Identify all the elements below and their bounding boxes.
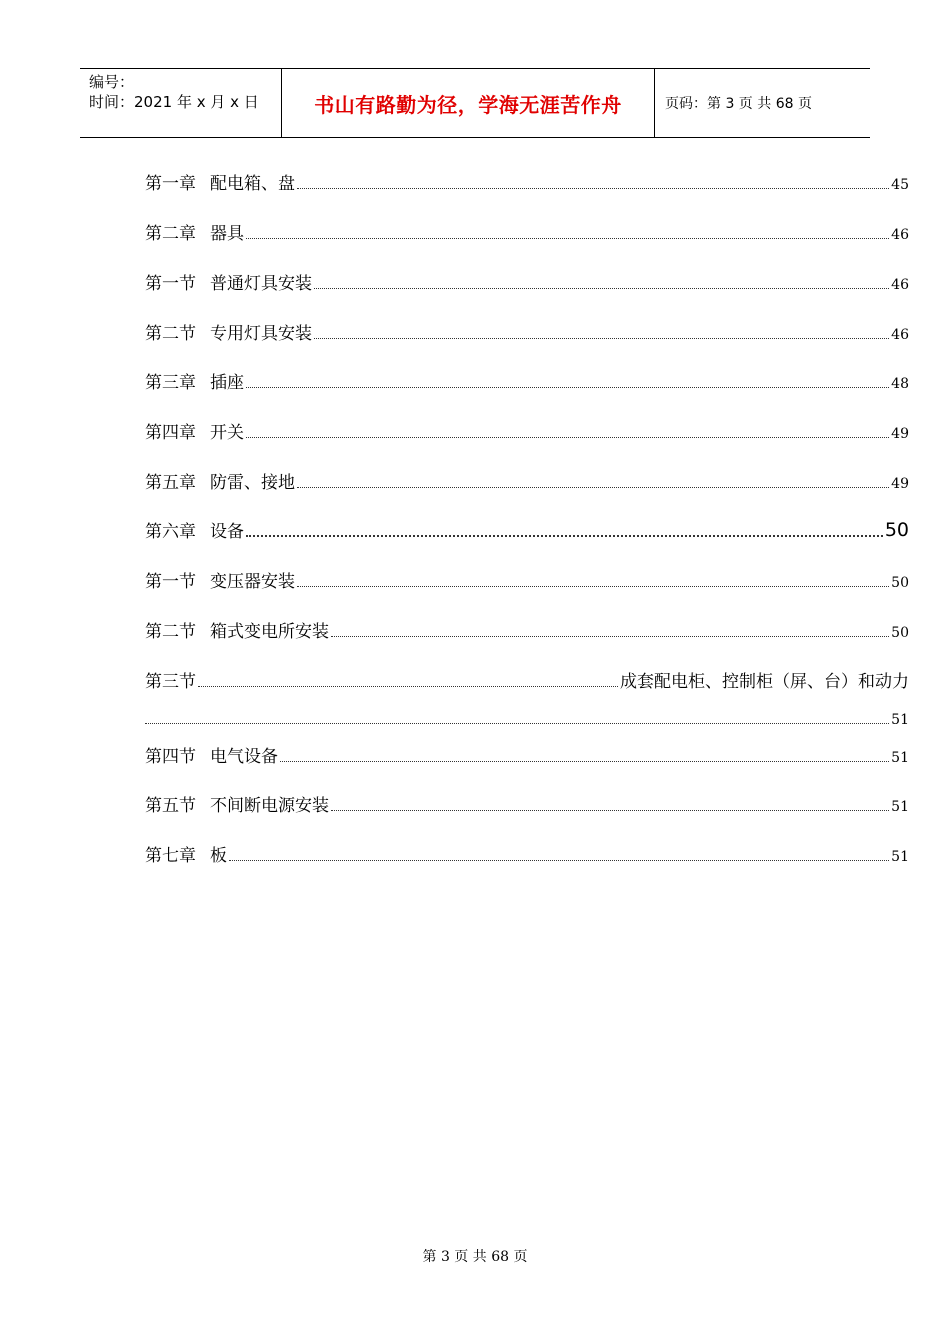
toc-page-number: 51 bbox=[891, 799, 909, 815]
toc-leader bbox=[246, 437, 889, 438]
number-label: 编号： bbox=[89, 73, 135, 91]
toc-leader bbox=[331, 636, 889, 637]
toc-label: 第七章 板 bbox=[145, 846, 227, 866]
toc-page-number: 45 bbox=[891, 177, 909, 193]
toc-leader bbox=[229, 860, 889, 861]
toc-label: 第四节 电气设备 bbox=[145, 747, 278, 767]
toc-label: 第六章 设备 bbox=[145, 522, 244, 542]
toc-label: 第五节 不间断电源安装 bbox=[145, 796, 329, 816]
toc-entry[interactable] bbox=[145, 170, 909, 194]
toc-entry-continuation[interactable] bbox=[145, 705, 909, 729]
toc-leader bbox=[246, 387, 889, 388]
toc-page-number: 51 bbox=[891, 712, 909, 728]
toc-leader bbox=[314, 338, 889, 339]
toc-page-number: 50 bbox=[884, 519, 909, 541]
header-meta-cell bbox=[80, 69, 282, 137]
toc-page-number: 51 bbox=[891, 750, 909, 766]
toc-label: 第一章 配电箱、盘 bbox=[145, 174, 295, 194]
toc-label: 第四章 开关 bbox=[145, 423, 244, 443]
toc-leader bbox=[145, 723, 889, 724]
toc-label: 第二节 专用灯具安装 bbox=[145, 324, 312, 344]
toc-entry[interactable] bbox=[145, 618, 909, 642]
time-label: 时间：2021 年 x 月 x 日 bbox=[89, 93, 259, 111]
toc-entry[interactable] bbox=[145, 792, 909, 816]
toc-chapter: 第三节 bbox=[145, 672, 196, 692]
toc-page-number: 49 bbox=[891, 426, 909, 442]
toc-leader bbox=[314, 288, 889, 289]
toc-page-number: 50 bbox=[891, 625, 909, 641]
motto: 书山有路勤为径，学海无涯苦作舟 bbox=[314, 92, 622, 117]
toc-leader bbox=[297, 188, 889, 189]
header-page-info: 页码：第 3 页 共 68 页 bbox=[665, 96, 812, 112]
toc-entry-wrapped[interactable] bbox=[145, 668, 909, 692]
toc-label: 第一节 变压器安装 bbox=[145, 572, 295, 592]
toc-entry[interactable] bbox=[145, 220, 909, 244]
toc-leader bbox=[246, 238, 889, 239]
toc-leader bbox=[280, 761, 889, 762]
toc-label: 第二章 器具 bbox=[145, 224, 244, 244]
toc-label: 第一节 普通灯具安装 bbox=[145, 274, 312, 294]
page-header bbox=[80, 68, 870, 138]
toc-entry[interactable] bbox=[145, 469, 909, 493]
toc-leader bbox=[297, 586, 889, 587]
toc-label: 第三章 插座 bbox=[145, 373, 244, 393]
toc-leader bbox=[198, 686, 618, 687]
toc-entry[interactable] bbox=[145, 369, 909, 393]
page-footer: 第 3 页 共 68 页 bbox=[422, 1249, 528, 1265]
toc-entry[interactable] bbox=[145, 568, 909, 592]
toc-leader bbox=[246, 535, 883, 537]
toc-label: 第五章 防雷、接地 bbox=[145, 473, 295, 493]
header-motto-cell bbox=[282, 69, 655, 137]
toc-page-number: 51 bbox=[891, 849, 909, 865]
toc-entry[interactable] bbox=[145, 518, 909, 542]
toc-page-number: 50 bbox=[891, 575, 909, 591]
toc-leader bbox=[297, 487, 889, 488]
toc-page-number: 46 bbox=[891, 227, 909, 243]
header-page-cell bbox=[655, 69, 870, 137]
toc-page-number: 48 bbox=[891, 376, 909, 392]
toc-leader bbox=[331, 810, 889, 811]
toc-label: 第二节 箱式变电所安装 bbox=[145, 622, 329, 642]
toc-entry[interactable] bbox=[145, 320, 909, 344]
toc-page-number: 46 bbox=[891, 327, 909, 343]
toc-entry[interactable] bbox=[145, 743, 909, 767]
toc-page-number: 46 bbox=[891, 277, 909, 293]
toc-page-number: 49 bbox=[891, 476, 909, 492]
toc-entry[interactable] bbox=[145, 842, 909, 866]
toc-title: 成套配电柜、控制柜（屏、台）和动力 bbox=[620, 672, 909, 692]
toc-entry[interactable] bbox=[145, 270, 909, 294]
toc-entry[interactable] bbox=[145, 419, 909, 443]
